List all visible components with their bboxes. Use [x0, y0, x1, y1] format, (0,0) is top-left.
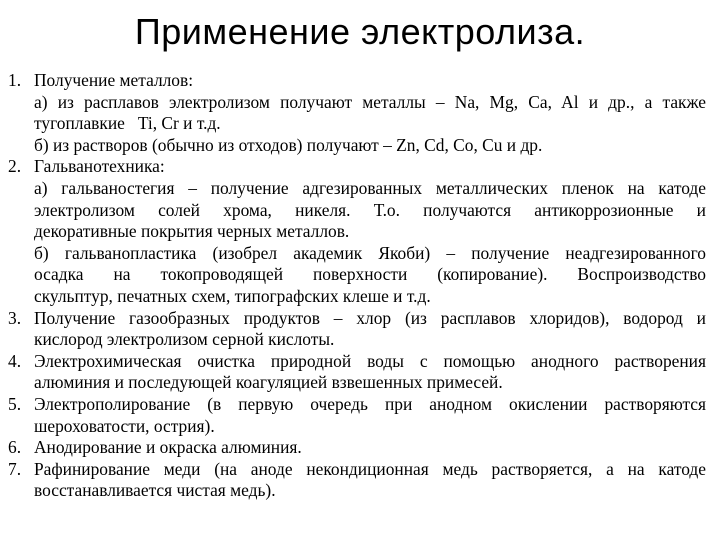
item-number: 4.: [8, 350, 22, 371]
item-line: Рафинирование меди (на аноде некондиционная медь растворяется, а на катоде: [34, 458, 706, 479]
item-number: 2.: [8, 156, 22, 177]
item-line: б) из растворов (обычно из отходов) получают – Zn, Cd, Co, Cu и др.: [34, 134, 543, 155]
list-item-5: [8, 394, 706, 437]
item-line: шероховатости, острия).: [34, 415, 215, 436]
item-line: б) гальванопластика (изобрел академик Якоби) – получение неадгезированного: [34, 242, 706, 263]
item-number: 1.: [8, 70, 22, 90]
list-item-6: [8, 437, 706, 459]
item-line: осадка на токопроводящей поверхности (копирование). Воспроизводство: [34, 264, 706, 285]
item-line: тугоплавкие Ti, Cr и т.д.: [34, 113, 221, 134]
item-line: электролизом солей хрома, никеля. Т.о. получаются антикоррозионные и: [34, 199, 706, 220]
item-line: Электрополирование (в первую очередь при анодном окислении растворяются: [34, 393, 706, 414]
item-number: 3.: [8, 307, 22, 328]
item-number: 6.: [8, 437, 22, 458]
item-line: алюминия и последующей коагуляцией взвешенных примесей.: [34, 372, 503, 393]
item-line: а) из расплавов электролизом получают металлы – Na, Mg, Ca, Al и др., а также: [34, 91, 706, 112]
item-line: Получение газообразных продуктов – хлор (из расплавов хлоридов), водород и: [34, 307, 706, 328]
item-line: восстанавливается чистая медь).: [34, 480, 276, 501]
slide-title: Применение электролиза.: [134, 11, 586, 52]
item-line: Анодирование и окраска алюминия.: [34, 437, 302, 458]
item-line: Гальванотехника:: [34, 156, 165, 177]
item-number: 7.: [8, 458, 22, 479]
item-line: кислород электролизом серной кислоты.: [34, 329, 335, 350]
list-item-3: [8, 308, 706, 351]
list-item-7: [8, 459, 706, 502]
item-line: Получение металлов:: [34, 70, 194, 90]
list-item-1: [8, 70, 706, 156]
item-line: декоративные покрытия черных металлов.: [34, 221, 350, 242]
item-line: скульптур, печатных схем, типографских клеше и т.д.: [34, 285, 431, 306]
list-item-2: [8, 156, 706, 307]
list-item-4: [8, 351, 706, 394]
item-line: а) гальваностегия – получение адгезированных металлических пленок на катоде: [34, 177, 706, 198]
item-line: Электрохимическая очистка природной воды с помощью анодного растворения: [34, 350, 706, 371]
numbered-list: [8, 70, 706, 502]
item-number: 5.: [8, 393, 22, 414]
